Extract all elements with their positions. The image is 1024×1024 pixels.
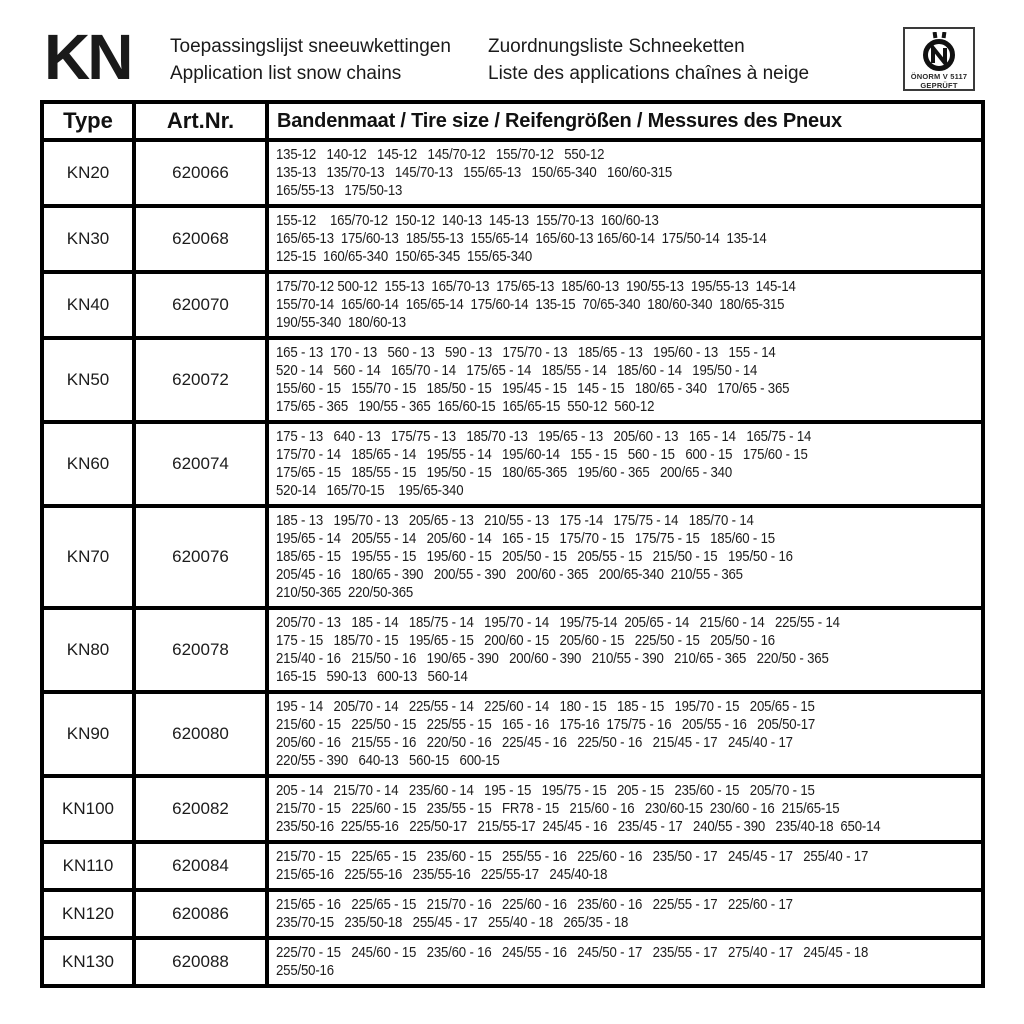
tire-size-line: 195 - 14 205/70 - 14 225/55 - 14 225/60 - 14 180 - 15 185 - 15 195/70 - 15 205/65 - 15 bbox=[276, 698, 815, 715]
artnr-cell: 620072 bbox=[134, 338, 267, 422]
column-header-artnr: Art.Nr. bbox=[134, 102, 267, 140]
title-french: Liste des applications chaînes à neige bbox=[488, 63, 810, 84]
application-table bbox=[40, 100, 985, 988]
tire-sizes-cell bbox=[267, 422, 983, 506]
tire-size-line: 215/65-16 225/55-16 235/55-16 225/55-17 245/40-18 bbox=[276, 866, 608, 883]
type-cell: KN30 bbox=[42, 206, 134, 272]
type-cell: KN110 bbox=[42, 842, 134, 890]
tire-size-line: 175/70-12 500-12 155-13 165/70-13 175/65-13 185/60-13 190/55-13 195/55-13 145-14 bbox=[276, 278, 796, 295]
tire-sizes-cell bbox=[267, 776, 983, 842]
type-cell: KN100 bbox=[42, 776, 134, 842]
tire-size-line: 155/70-14 165/60-14 165/65-14 175/60-14 135-15 70/65-340 180/60-340 180/65-315 bbox=[276, 296, 785, 313]
tire-size-line: 235/50-16 225/55-16 225/50-17 215/55-17 245/45 - 16 235/45 - 17 240/55 - 390 235/40-18 650-14 bbox=[276, 818, 881, 835]
artnr-cell: 620082 bbox=[134, 776, 267, 842]
tire-sizes-cell bbox=[267, 338, 983, 422]
artnr-cell: 620084 bbox=[134, 842, 267, 890]
title-german: Zuordnungsliste Schneeketten bbox=[488, 36, 745, 57]
artnr-cell: 620074 bbox=[134, 422, 267, 506]
tire-sizes-cell bbox=[267, 206, 983, 272]
artnr-cell: 620086 bbox=[134, 890, 267, 938]
tire-size-line: 190/55-340 180/60-13 bbox=[276, 314, 406, 331]
onorm-badge bbox=[903, 27, 975, 91]
table-row bbox=[42, 776, 983, 842]
artnr-cell: 620076 bbox=[134, 506, 267, 608]
type-cell: KN50 bbox=[42, 338, 134, 422]
tire-sizes-cell bbox=[267, 506, 983, 608]
tire-size-line: 175/70 - 14 185/65 - 14 195/55 - 14 195/60-14 155 - 15 560 - 15 600 - 15 175/60 - 15 bbox=[276, 446, 808, 463]
tire-size-line: 205/70 - 13 185 - 14 185/75 - 14 195/70 - 14 195/75-14 205/65 - 14 215/60 - 14 225/55 - 14 bbox=[276, 614, 840, 631]
title-block-nl-en bbox=[170, 33, 451, 87]
table-row bbox=[42, 506, 983, 608]
tire-size-line: 125-15 160/65-340 150/65-345 155/65-340 bbox=[276, 248, 533, 265]
tire-size-line: 175 - 15 185/70 - 15 195/65 - 15 200/60 - 15 205/60 - 15 225/50 - 15 205/50 - 16 bbox=[276, 632, 775, 649]
table-header-row bbox=[42, 102, 983, 140]
tire-size-line: 520-14 165/70-15 195/65-340 bbox=[276, 482, 464, 499]
tire-size-line: 155-12 165/70-12 150-12 140-13 145-13 155/70-13 160/60-13 bbox=[276, 212, 659, 229]
artnr-cell: 620066 bbox=[134, 140, 267, 206]
table-row bbox=[42, 938, 983, 986]
type-cell: KN40 bbox=[42, 272, 134, 338]
tire-sizes-cell bbox=[267, 692, 983, 776]
tire-size-line: 205 - 14 215/70 - 14 235/60 - 14 195 - 15 195/75 - 15 205 - 15 235/60 - 15 205/70 - 15 bbox=[276, 782, 815, 799]
tire-size-line: 215/65 - 16 225/65 - 15 215/70 - 16 225/60 - 16 235/60 - 16 225/55 - 17 225/60 - 17 bbox=[276, 896, 793, 913]
tire-size-line: 155/60 - 15 155/70 - 15 185/50 - 15 195/45 - 15 145 - 15 180/65 - 340 170/65 - 365 bbox=[276, 380, 790, 397]
tire-size-line: 165-15 590-13 600-13 560-14 bbox=[276, 668, 468, 685]
tire-size-line: 225/70 - 15 245/60 - 15 235/60 - 16 245/55 - 16 245/50 - 17 235/55 - 17 275/40 - 17 245/45 - 18 bbox=[276, 944, 869, 961]
table-row bbox=[42, 842, 983, 890]
tire-size-line: 135-12 140-12 145-12 145/70-12 155/70-12 550-12 bbox=[276, 146, 605, 163]
table-row bbox=[42, 422, 983, 506]
table-row bbox=[42, 692, 983, 776]
tire-size-line: 165/65-13 175/60-13 185/55-13 155/65-14 165/60-13 165/60-14 175/50-14 135-14 bbox=[276, 230, 767, 247]
artnr-cell: 620088 bbox=[134, 938, 267, 986]
tire-size-line: 215/40 - 16 215/50 - 16 190/65 - 390 200/60 - 390 210/55 - 390 210/65 - 365 220/50 - 365 bbox=[276, 650, 829, 667]
table-body bbox=[42, 140, 983, 986]
table-row bbox=[42, 272, 983, 338]
table-row bbox=[42, 890, 983, 938]
tire-sizes-cell bbox=[267, 842, 983, 890]
type-cell: KN80 bbox=[42, 608, 134, 692]
column-header-type: Type bbox=[42, 102, 134, 140]
column-header-tire-sizes: Bandenmaat / Tire size / Reifengrößen / Messures des Pneux bbox=[267, 102, 983, 140]
type-cell: KN60 bbox=[42, 422, 134, 506]
tire-size-line: 215/70 - 15 225/60 - 15 235/55 - 15 FR78 - 15 215/60 - 16 230/60-15 230/60 - 16 215/65-15 bbox=[276, 800, 840, 817]
tire-size-line: 135-13 135/70-13 145/70-13 155/65-13 150/65-340 160/60-315 bbox=[276, 164, 673, 181]
type-cell: KN130 bbox=[42, 938, 134, 986]
tire-size-line: 175 - 13 640 - 13 175/75 - 13 185/70 -13 195/65 - 13 205/60 - 13 165 - 14 165/75 - 14 bbox=[276, 428, 812, 445]
tire-size-line: 215/60 - 15 225/50 - 15 225/55 - 15 165 - 16 175-16 175/75 - 16 205/55 - 16 205/50-17 bbox=[276, 716, 816, 733]
tire-size-line: 195/65 - 14 205/55 - 14 205/60 - 14 165 - 15 175/70 - 15 175/75 - 15 185/60 - 15 bbox=[276, 530, 775, 547]
kn-logo: KN bbox=[44, 21, 131, 93]
tire-size-line: 235/70-15 235/50-18 255/45 - 17 255/40 - 18 265/35 - 18 bbox=[276, 914, 629, 931]
onorm-logo-icon bbox=[918, 32, 960, 72]
type-cell: KN20 bbox=[42, 140, 134, 206]
tire-sizes-cell bbox=[267, 140, 983, 206]
tire-size-line: 205/45 - 16 180/65 - 390 200/55 - 390 200/60 - 365 200/65-340 210/55 - 365 bbox=[276, 566, 743, 583]
tire-size-line: 185/65 - 15 195/55 - 15 195/60 - 15 205/50 - 15 205/55 - 15 215/50 - 15 195/50 - 16 bbox=[276, 548, 793, 565]
tire-size-line: 220/55 - 390 640-13 560-15 600-15 bbox=[276, 752, 500, 769]
type-cell: KN120 bbox=[42, 890, 134, 938]
title-english: Application list snow chains bbox=[170, 63, 402, 84]
artnr-cell: 620068 bbox=[134, 206, 267, 272]
tire-sizes-cell bbox=[267, 938, 983, 986]
tire-size-line: 205/60 - 16 215/55 - 16 220/50 - 16 225/45 - 16 225/50 - 16 215/45 - 17 245/40 - 17 bbox=[276, 734, 793, 751]
tire-size-line: 210/50-365 220/50-365 bbox=[276, 584, 414, 601]
tire-sizes-cell bbox=[267, 272, 983, 338]
artnr-cell: 620080 bbox=[134, 692, 267, 776]
artnr-cell: 620078 bbox=[134, 608, 267, 692]
tire-size-line: 165/55-13 175/50-13 bbox=[276, 182, 403, 199]
title-block-de-fr bbox=[488, 33, 809, 87]
tire-sizes-cell bbox=[267, 890, 983, 938]
type-cell: KN90 bbox=[42, 692, 134, 776]
table-row bbox=[42, 338, 983, 422]
type-cell: KN70 bbox=[42, 506, 134, 608]
onorm-badge-line2: GEPRÜFT bbox=[920, 81, 958, 90]
table-row bbox=[42, 140, 983, 206]
tire-size-line: 215/70 - 15 225/65 - 15 235/60 - 15 255/55 - 16 225/60 - 16 235/50 - 17 245/45 - 17 255/40 - 17 bbox=[276, 848, 869, 865]
table-row bbox=[42, 608, 983, 692]
title-dutch: Toepassingslijst sneeuwkettingen bbox=[170, 36, 451, 57]
tire-size-line: 175/65 - 15 185/55 - 15 195/50 - 15 180/65-365 195/60 - 365 200/65 - 340 bbox=[276, 464, 732, 481]
table-row bbox=[42, 206, 983, 272]
tire-size-line: 185 - 13 195/70 - 13 205/65 - 13 210/55 - 13 175 -14 175/75 - 14 185/70 - 14 bbox=[276, 512, 754, 529]
tire-sizes-cell bbox=[267, 608, 983, 692]
tire-size-line: 520 - 14 560 - 14 165/70 - 14 175/65 - 14 185/55 - 14 185/60 - 14 195/50 - 14 bbox=[276, 362, 758, 379]
tire-size-line: 255/50-16 bbox=[276, 962, 334, 979]
artnr-cell: 620070 bbox=[134, 272, 267, 338]
tire-size-line: 175/65 - 365 190/55 - 365 165/60-15 165/65-15 550-12 560-12 bbox=[276, 398, 655, 415]
tire-size-line: 165 - 13 170 - 13 560 - 13 590 - 13 175/70 - 13 185/65 - 13 195/60 - 13 155 - 14 bbox=[276, 344, 776, 361]
onorm-badge-line1: ÖNORM V 5117 bbox=[910, 72, 968, 81]
